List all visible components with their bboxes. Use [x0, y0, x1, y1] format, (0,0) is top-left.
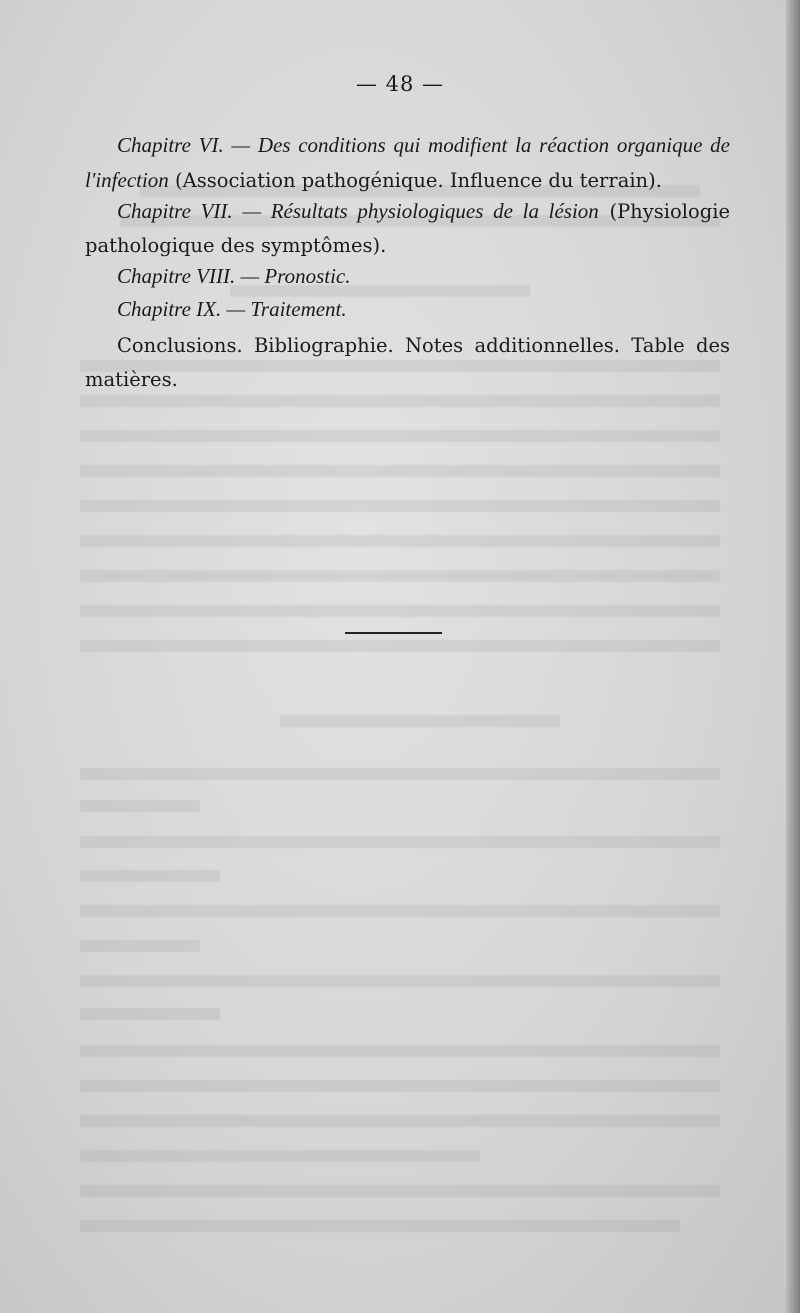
chapter-subtitle: (Association pathogénique. Influence du terrain). — [168, 169, 662, 192]
chapter-entry-9 — [85, 292, 730, 327]
conclusions-line: Conclusions. Bibliographie. Notes additionnelles. Table des matières. — [85, 334, 730, 391]
page-number: — 48 — — [355, 72, 445, 96]
chapter-entry-8 — [85, 259, 730, 294]
chapter-title: Chapitre VI. — Des conditions qui modifient la réaction organique de l'infection — [85, 133, 730, 192]
chapter-title: Chapitre VII. — Résultats physiologiques de la lésion — [117, 199, 599, 223]
chapter-title: Chapitre IX. — Traitement. — [117, 297, 347, 321]
end-rule — [345, 632, 442, 634]
chapter-title: Chapitre VIII. — Pronostic. — [117, 264, 351, 288]
chapter-entry-6 — [85, 128, 730, 198]
chapter-entry-7 — [85, 194, 730, 263]
page-edge-shadow — [786, 0, 800, 1313]
chapter-subtitle: (Physiologie pathologique des symptômes). — [85, 200, 730, 257]
